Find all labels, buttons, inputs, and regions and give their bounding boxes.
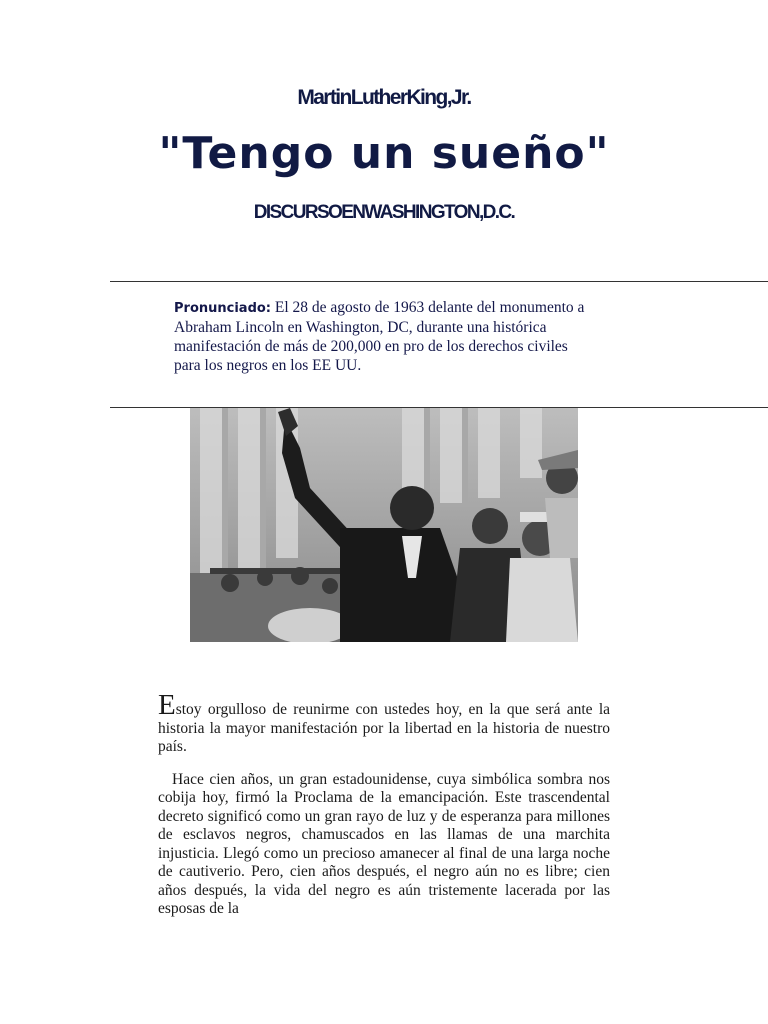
- intro-block: [174, 298, 594, 375]
- paragraph-1-text: stoy orgulloso de reunirme con ustedes hoy, en la que será ante la historia la mayor manifestación por la libertad en la historia de nuestro país.: [158, 701, 610, 755]
- paragraph-2: Hace cien años, un gran estadounidense, cuya simbólica sombra nos cobija hoy, firmó la Proclama de la emancipación. Este trascendental decreto significó como un gran rayo de luz y de esperanza para millones de esclavos negros, chamuscados en las llamas de una marchita injusticia. Llegó como un precioso amanecer al final de una larga noche de cautiverio. Pero, cien años después, el negro aún no es libre; cien años después, la vida del negro es aún tristemente lacerada por las esposas de la: [158, 770, 610, 917]
- intro-text: El 28 de agosto de 1963 delante del monumento a Abraham Lincoln en Washington, DC, durante una histórica manifestación de más de 200,000 en pro de los derechos civiles para los negros en los EE UU.: [174, 299, 585, 374]
- speech-body: [158, 689, 610, 933]
- paragraph-1: [158, 689, 610, 757]
- top-divider: [110, 281, 768, 282]
- speaker-photo: [190, 408, 578, 642]
- drop-cap: E: [158, 689, 176, 721]
- speech-subtitle: DISCURSOENWASHINGTON,D.C.: [253, 202, 515, 223]
- author-heading: MartinLutherKing,Jr.: [297, 86, 471, 109]
- speech-title: "Tengo un sueño": [158, 128, 610, 179]
- intro-label: Pronunciado:: [174, 301, 272, 316]
